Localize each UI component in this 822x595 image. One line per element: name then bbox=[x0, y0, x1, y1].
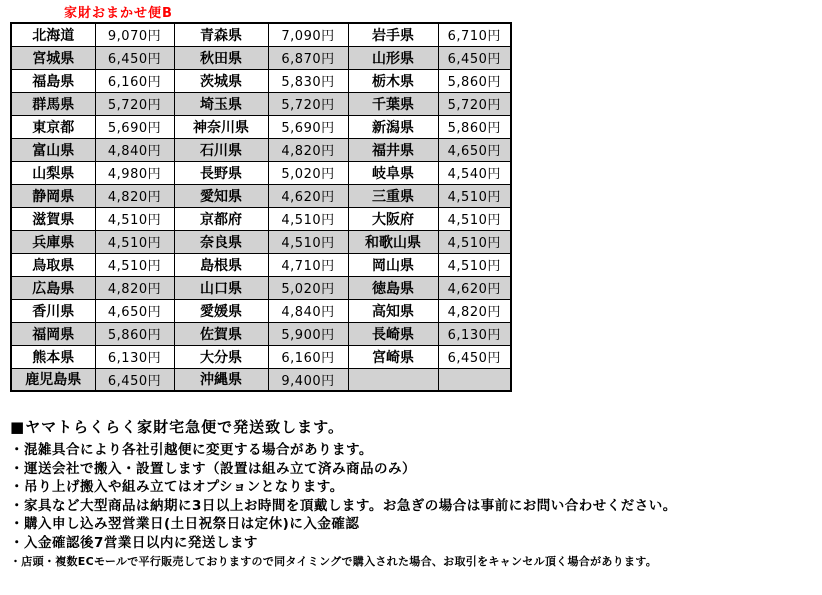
prefecture-cell: 石川県 bbox=[174, 138, 268, 161]
small-note: ・店頭・複数ECモールで平行販売しておりますので同タイミングで購入された場合、お取引をキャンセル頂く場合があります。 bbox=[10, 555, 658, 568]
prefecture-cell: 群馬県 bbox=[11, 92, 95, 115]
table-row bbox=[11, 230, 511, 253]
prefecture-cell: 沖縄県 bbox=[174, 368, 268, 391]
price-cell: 5,860円 bbox=[95, 322, 174, 345]
price-cell: 4,820円 bbox=[95, 276, 174, 299]
note-bullet: ・混雑具合により各社引越便に変更する場合があります。 bbox=[10, 442, 373, 458]
price-cell: 6,130円 bbox=[95, 345, 174, 368]
prefecture-cell: 宮城県 bbox=[11, 46, 95, 69]
table-row bbox=[11, 184, 511, 207]
prefecture-cell: 山梨県 bbox=[11, 161, 95, 184]
price-cell: 4,840円 bbox=[268, 299, 348, 322]
prefecture-cell: 愛知県 bbox=[174, 184, 268, 207]
prefecture-cell: 埼玉県 bbox=[174, 92, 268, 115]
price-cell: 4,510円 bbox=[438, 230, 511, 253]
prefecture-cell: 神奈川県 bbox=[174, 115, 268, 138]
table-row bbox=[11, 69, 511, 92]
table-row bbox=[11, 299, 511, 322]
price-cell: 5,720円 bbox=[438, 92, 511, 115]
prefecture-cell: 宮崎県 bbox=[348, 345, 438, 368]
prefecture-cell: 秋田県 bbox=[174, 46, 268, 69]
price-cell: 5,720円 bbox=[268, 92, 348, 115]
shipping-rate-table bbox=[10, 22, 512, 392]
price-cell: 4,820円 bbox=[268, 138, 348, 161]
prefecture-cell: 広島県 bbox=[11, 276, 95, 299]
prefecture-cell bbox=[348, 368, 438, 391]
price-cell: 5,720円 bbox=[95, 92, 174, 115]
price-cell: 4,510円 bbox=[95, 230, 174, 253]
price-cell: 4,510円 bbox=[438, 184, 511, 207]
prefecture-cell: 山口県 bbox=[174, 276, 268, 299]
price-cell: 6,160円 bbox=[95, 69, 174, 92]
price-cell: 5,860円 bbox=[438, 69, 511, 92]
prefecture-cell: 三重県 bbox=[348, 184, 438, 207]
price-cell: 4,650円 bbox=[95, 299, 174, 322]
table-row bbox=[11, 115, 511, 138]
price-cell: 4,510円 bbox=[95, 253, 174, 276]
prefecture-cell: 茨城県 bbox=[174, 69, 268, 92]
price-cell: 5,860円 bbox=[438, 115, 511, 138]
prefecture-cell: 和歌山県 bbox=[348, 230, 438, 253]
note-bullet: ・吊り上げ搬入や組み立てはオプションとなります。 bbox=[10, 479, 344, 495]
table-row bbox=[11, 276, 511, 299]
table-row bbox=[11, 23, 511, 46]
prefecture-cell: 熊本県 bbox=[11, 345, 95, 368]
notes-heading: ■ヤマトらくらく家財宅急便で発送致します。 bbox=[10, 418, 344, 436]
prefecture-cell: 大阪府 bbox=[348, 207, 438, 230]
price-cell: 4,710円 bbox=[268, 253, 348, 276]
prefecture-cell: 京都府 bbox=[174, 207, 268, 230]
prefecture-cell: 静岡県 bbox=[11, 184, 95, 207]
price-cell: 5,690円 bbox=[268, 115, 348, 138]
prefecture-cell: 愛媛県 bbox=[174, 299, 268, 322]
price-cell: 4,620円 bbox=[268, 184, 348, 207]
price-cell: 5,020円 bbox=[268, 161, 348, 184]
prefecture-cell: 徳島県 bbox=[348, 276, 438, 299]
prefecture-cell: 岐阜県 bbox=[348, 161, 438, 184]
prefecture-cell: 福岡県 bbox=[11, 322, 95, 345]
price-cell: 4,510円 bbox=[438, 253, 511, 276]
price-cell: 5,020円 bbox=[268, 276, 348, 299]
price-cell: 4,980円 bbox=[95, 161, 174, 184]
prefecture-cell: 新潟県 bbox=[348, 115, 438, 138]
prefecture-cell: 富山県 bbox=[11, 138, 95, 161]
price-cell: 9,400円 bbox=[268, 368, 348, 391]
price-cell: 4,510円 bbox=[268, 207, 348, 230]
prefecture-cell: 大分県 bbox=[174, 345, 268, 368]
prefecture-cell: 山形県 bbox=[348, 46, 438, 69]
prefecture-cell: 長野県 bbox=[174, 161, 268, 184]
prefecture-cell: 栃木県 bbox=[348, 69, 438, 92]
prefecture-cell: 香川県 bbox=[11, 299, 95, 322]
price-cell: 6,130円 bbox=[438, 322, 511, 345]
prefecture-cell: 鹿児島県 bbox=[11, 368, 95, 391]
prefecture-cell: 島根県 bbox=[174, 253, 268, 276]
price-cell: 4,510円 bbox=[438, 207, 511, 230]
price-cell: 5,900円 bbox=[268, 322, 348, 345]
table-row bbox=[11, 253, 511, 276]
prefecture-cell: 岡山県 bbox=[348, 253, 438, 276]
note-bullet: ・入金確認後7営業日以内に発送します bbox=[10, 534, 258, 551]
price-cell: 5,690円 bbox=[95, 115, 174, 138]
prefecture-cell: 長崎県 bbox=[348, 322, 438, 345]
table-row bbox=[11, 92, 511, 115]
note-bullet: ・購入申し込み翌営業日(土日祝祭日は定休)に入金確認 bbox=[10, 516, 360, 532]
price-cell: 7,090円 bbox=[268, 23, 348, 46]
prefecture-cell: 東京都 bbox=[11, 115, 95, 138]
prefecture-cell: 北海道 bbox=[11, 23, 95, 46]
price-cell: 6,450円 bbox=[95, 46, 174, 69]
price-cell: 4,620円 bbox=[438, 276, 511, 299]
price-cell: 9,070円 bbox=[95, 23, 174, 46]
prefecture-cell: 鳥取県 bbox=[11, 253, 95, 276]
note-bullet: ・運送会社で搬入・設置します（設置は組み立て済み商品のみ） bbox=[10, 460, 416, 477]
price-cell: 4,820円 bbox=[438, 299, 511, 322]
price-cell: 4,650円 bbox=[438, 138, 511, 161]
price-cell: 4,820円 bbox=[95, 184, 174, 207]
prefecture-cell: 岩手県 bbox=[348, 23, 438, 46]
prefecture-cell: 福井県 bbox=[348, 138, 438, 161]
notes-bullet-list bbox=[10, 441, 677, 552]
table-row bbox=[11, 46, 511, 69]
price-cell: 6,870円 bbox=[268, 46, 348, 69]
price-cell: 4,540円 bbox=[438, 161, 511, 184]
table-row bbox=[11, 368, 511, 391]
prefecture-cell: 福島県 bbox=[11, 69, 95, 92]
table-row bbox=[11, 322, 511, 345]
price-cell: 4,510円 bbox=[95, 207, 174, 230]
price-cell: 6,450円 bbox=[95, 368, 174, 391]
table-row bbox=[11, 345, 511, 368]
price-cell bbox=[438, 368, 511, 391]
table-row bbox=[11, 138, 511, 161]
table-row bbox=[11, 207, 511, 230]
prefecture-cell: 滋賀県 bbox=[11, 207, 95, 230]
table-row bbox=[11, 161, 511, 184]
prefecture-cell: 青森県 bbox=[174, 23, 268, 46]
price-cell: 6,450円 bbox=[438, 345, 511, 368]
price-cell: 5,830円 bbox=[268, 69, 348, 92]
price-cell: 4,840円 bbox=[95, 138, 174, 161]
price-cell: 6,160円 bbox=[268, 345, 348, 368]
price-cell: 6,450円 bbox=[438, 46, 511, 69]
prefecture-cell: 高知県 bbox=[348, 299, 438, 322]
table-title: 家財おまかせ便B bbox=[64, 6, 173, 21]
prefecture-cell: 佐賀県 bbox=[174, 322, 268, 345]
note-bullet: ・家具など大型商品は納期に3日以上お時間を頂戴します。お急ぎの場合は事前にお問い合わせください。 bbox=[10, 497, 677, 514]
price-cell: 6,710円 bbox=[438, 23, 511, 46]
price-cell: 4,510円 bbox=[268, 230, 348, 253]
prefecture-cell: 千葉県 bbox=[348, 92, 438, 115]
prefecture-cell: 兵庫県 bbox=[11, 230, 95, 253]
prefecture-cell: 奈良県 bbox=[174, 230, 268, 253]
